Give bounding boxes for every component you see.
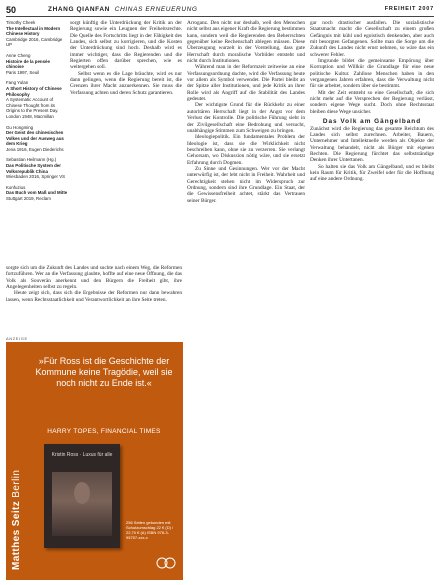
paragraph: gar noch drastischer ausfallen. Die sozialistische Staatsmacht macht die Gesellschaft zu einem großen Gefängnis mit kühl und egoistisch denkenden, aber auch mit besorgten Gefangenen. Sollte man die Sorge um die Zukunft des Landes nicht ernst nehmen, so wäre das ein schwerer Fehler. (310, 20, 434, 58)
ad-quote: »Für Ross ist die Geschichte der Kommune keine Tragödie, weil sie noch nicht zu Ende ist.« (35, 356, 173, 388)
entry-title: Der Geist des chinesischen Volkes und der Ausweg aus dem Krieg (6, 130, 64, 147)
book-title: Kristin Ross · Luxus für alle (51, 452, 113, 458)
publisher-brand (12, 370, 24, 570)
entry-publisher: Cambridge 2016, Cambridge UP (6, 36, 63, 48)
paragraph: Während man in der Reformzeit zeitweise an eine Verfassungsordnung dachte, wird die Verfassung heute vor allem als Symbol verwendet. Die Partei bleibt an der Spitze aller Institutionen, und jede Kritik an ihrer Rolle wird als Angriff auf die Stabilität des Landes gedeutet. (187, 64, 305, 103)
body-column-3 (310, 20, 434, 580)
section-heading: Das Volk am Gängelband (322, 118, 422, 126)
entry-author: Fang Yulan (6, 80, 29, 86)
entry-title: A Short History of Chinese Philosophy (6, 85, 62, 97)
entry-publisher: Wiesbaden 2016, Springer VS (6, 174, 66, 180)
entry-title: Das Buch vom Maß und Mitte (6, 190, 68, 196)
brand-seitz: Seitz (11, 500, 22, 527)
paragraph: Arroganz. Den nicht nur deshalb, weil den Menschen nicht selbst aus eigener Kraft die Regierung bestimmen kann, sondern weil die Regierenden den Beherrschten gegenüber keine Rechenschaft ablegen müssen. Diese Überzeugung wurzelt in der Vorstellung, dass gute Herrschaft durch moralische Vorbilder entsteht und nicht durch Institutionen. (187, 20, 305, 65)
running-journal-title: CHINAS ERNEUERUNG (114, 6, 198, 13)
running-author: ZHANG QIANFAN (48, 6, 110, 13)
paragraph: Mit der Zeit entsteht so eine Gesellschaft, die sich nicht mehr auf die Versprechen der Regierung verlässt, sondern eigene Wege sucht. Doch ohne Rechtsstaat bleiben diese Wege unsicher. (310, 89, 434, 115)
advertisement[interactable] (6, 342, 183, 580)
header-rule (6, 16, 434, 17)
paragraph: So halten sie das Volk am Gängelband, und es bleibt kein Raum für Kritik, für Zweifel oder für die Hoffnung auf eine andere Ordnung. (310, 163, 434, 183)
paragraph: Heute zeigt sich, dass sich die Ergebnisse der Reformen nur dann bewahren lassen, wenn Rechtsstaatlichkeit und Verantwortlichkeit an ihre Seite treten. (6, 290, 182, 303)
entry-publisher: A Systematic Account of Chinese Thought from its Origins to the Present Day. London 1948, Macmillan (6, 97, 59, 119)
body-column-1 (70, 20, 182, 255)
sidebar-entry (6, 125, 68, 153)
book-cover[interactable] (44, 444, 120, 548)
paragraph: Zu Sinne und Gesinnungen. Wer vor der Macht unterwürfig ist, der lebt nicht in Freiheit. Wahrheit und Gerechtigkeit stehen nicht im Widerspruch zur Ordnung, sondern sind ihre Grundlage. Ein Staat, der die Gewissensfreiheit achtet, stärkt das Vertrauen seiner Bürger. (187, 165, 305, 204)
entry-author: Anne Cheng (6, 52, 31, 58)
entry-author: Sebastian Heilmann (Hg.) (6, 157, 57, 163)
ad-quote-source: HARRY TOPES, FINANCIAL TIMES (47, 428, 161, 435)
brand-name: Matthes (11, 529, 22, 570)
entry-author: Gu Hongming (6, 124, 34, 130)
page-number: 50 (6, 5, 17, 15)
sidebar-entry (6, 53, 68, 75)
paragraph: Der wichtigste Grund für die Rückkehr zu einer autoritären Herrschaft liegt in der Angst vor dem Verlust der Kontrolle. Die politische Führung sieht in der Zivilgesellschaft eine Bedrohung und versucht, unabhängige Stimmen zum Schweigen zu bringen. (187, 102, 305, 134)
brand-berlin: Berlin (11, 469, 22, 498)
paragraph: sorgt künftig die Unterdrückung der Kritik an der Regierung sowie ein Leugnen der Freiheitsrechte. Die Quelle des Fortschritts liegt in der Fähigkeit des Landes, sich selbst zu korrigieren, und die Kosten der Unterdrückung sind hoch. Deshalb wird es immer wichtiger, dass die Regierenden und die Regierten offen darüber sprechen, wie es weitergehen soll. (70, 20, 182, 71)
entry-publisher: Stuttgart 2019, Reclam (6, 196, 51, 202)
entry-title: Histoire de la pensée chinoise (6, 58, 50, 70)
literature-sidebar (6, 20, 68, 207)
entry-title: Das Politische System der Volksrepublik China (6, 163, 61, 174)
cover-photo (52, 472, 112, 536)
entry-author: Timothy Cheek (6, 20, 36, 25)
paragraph: Zunächst wird die Regierung das gesamte Reichtum des Landes sich selbst zurechnen. Arbeiter, Bauern, Unternehmer und Intellektuelle werden als Objekte der Verwaltung behandelt, nicht als Bürger mit eigenen Rechten. Die Regierung fürchtet das selbstständige Denken ihrer Untertanen. (310, 125, 434, 164)
page-header (6, 5, 434, 17)
sidebar-entry (6, 157, 68, 179)
body-column-1-wide (6, 265, 182, 334)
body-column-2 (187, 20, 305, 580)
paragraph: Selbst wenn es die Lage bräuchte, wird es nur dann gelingen, wenn die Regierung bereit ist, die Grenzen ihrer Macht anzuerkennen. Sie muss die Verfassung achten und deren Schutz garantieren. (70, 70, 182, 96)
paragraph: Imgrunde bildet die gemeinsame Empörung über Korruption und Willkür die Grundlage für eine neue politische Kultur. Zahllose Menschen haben in den vergangenen Jahren erfahren, dass die Verwaltung nicht für sie arbeitet, sondern über sie bestimmt. (310, 58, 434, 90)
entry-title: The Intellectual in Modern Chinese History (6, 25, 61, 37)
running-title (48, 6, 198, 13)
sidebar-entry (6, 20, 68, 48)
sidebar-entry (6, 185, 68, 202)
entry-publisher: Jena 1916, Eugen Diederichs (6, 146, 64, 152)
book-info: 256 Seiten gebunden mit Schutzumschlag 22 € (D) / 22,70 € (A) ISBN 978-3-95757-xxx-x (126, 520, 174, 540)
entry-publisher: Paris 1997, Seuil (6, 69, 40, 75)
entry-author: Konfuzius (6, 184, 26, 190)
sidebar-entry (6, 80, 68, 119)
paragraph: Ideologiepolitik. Ein fundamentales Problem der Ideologie ist, dass sie die Wirklichkeit nicht beschreiben kann, ohne sie zu verzerren. Sie verlangt Gehorsam, wo Diskussion nötig wäre, und sie ersetzt Erfahrung durch Dogmen. (187, 134, 305, 166)
ad-label: ANZEIGE (6, 336, 28, 341)
paragraph: sorgte sich um die Zukunft des Landes und suchte nach einem Weg, die Reformen fortzuführen. Wer an die Verfassung glaubte, hoffte auf eine neue Öffnung, die das Volk als Souverän anerkennt und den Bürgern die Freiheit gibt, ihre Angelegenheiten selbst zu regeln. (6, 265, 182, 291)
issue-label: FREIHEIT 2007 (384, 6, 434, 12)
publisher-logo-icon (156, 556, 176, 570)
